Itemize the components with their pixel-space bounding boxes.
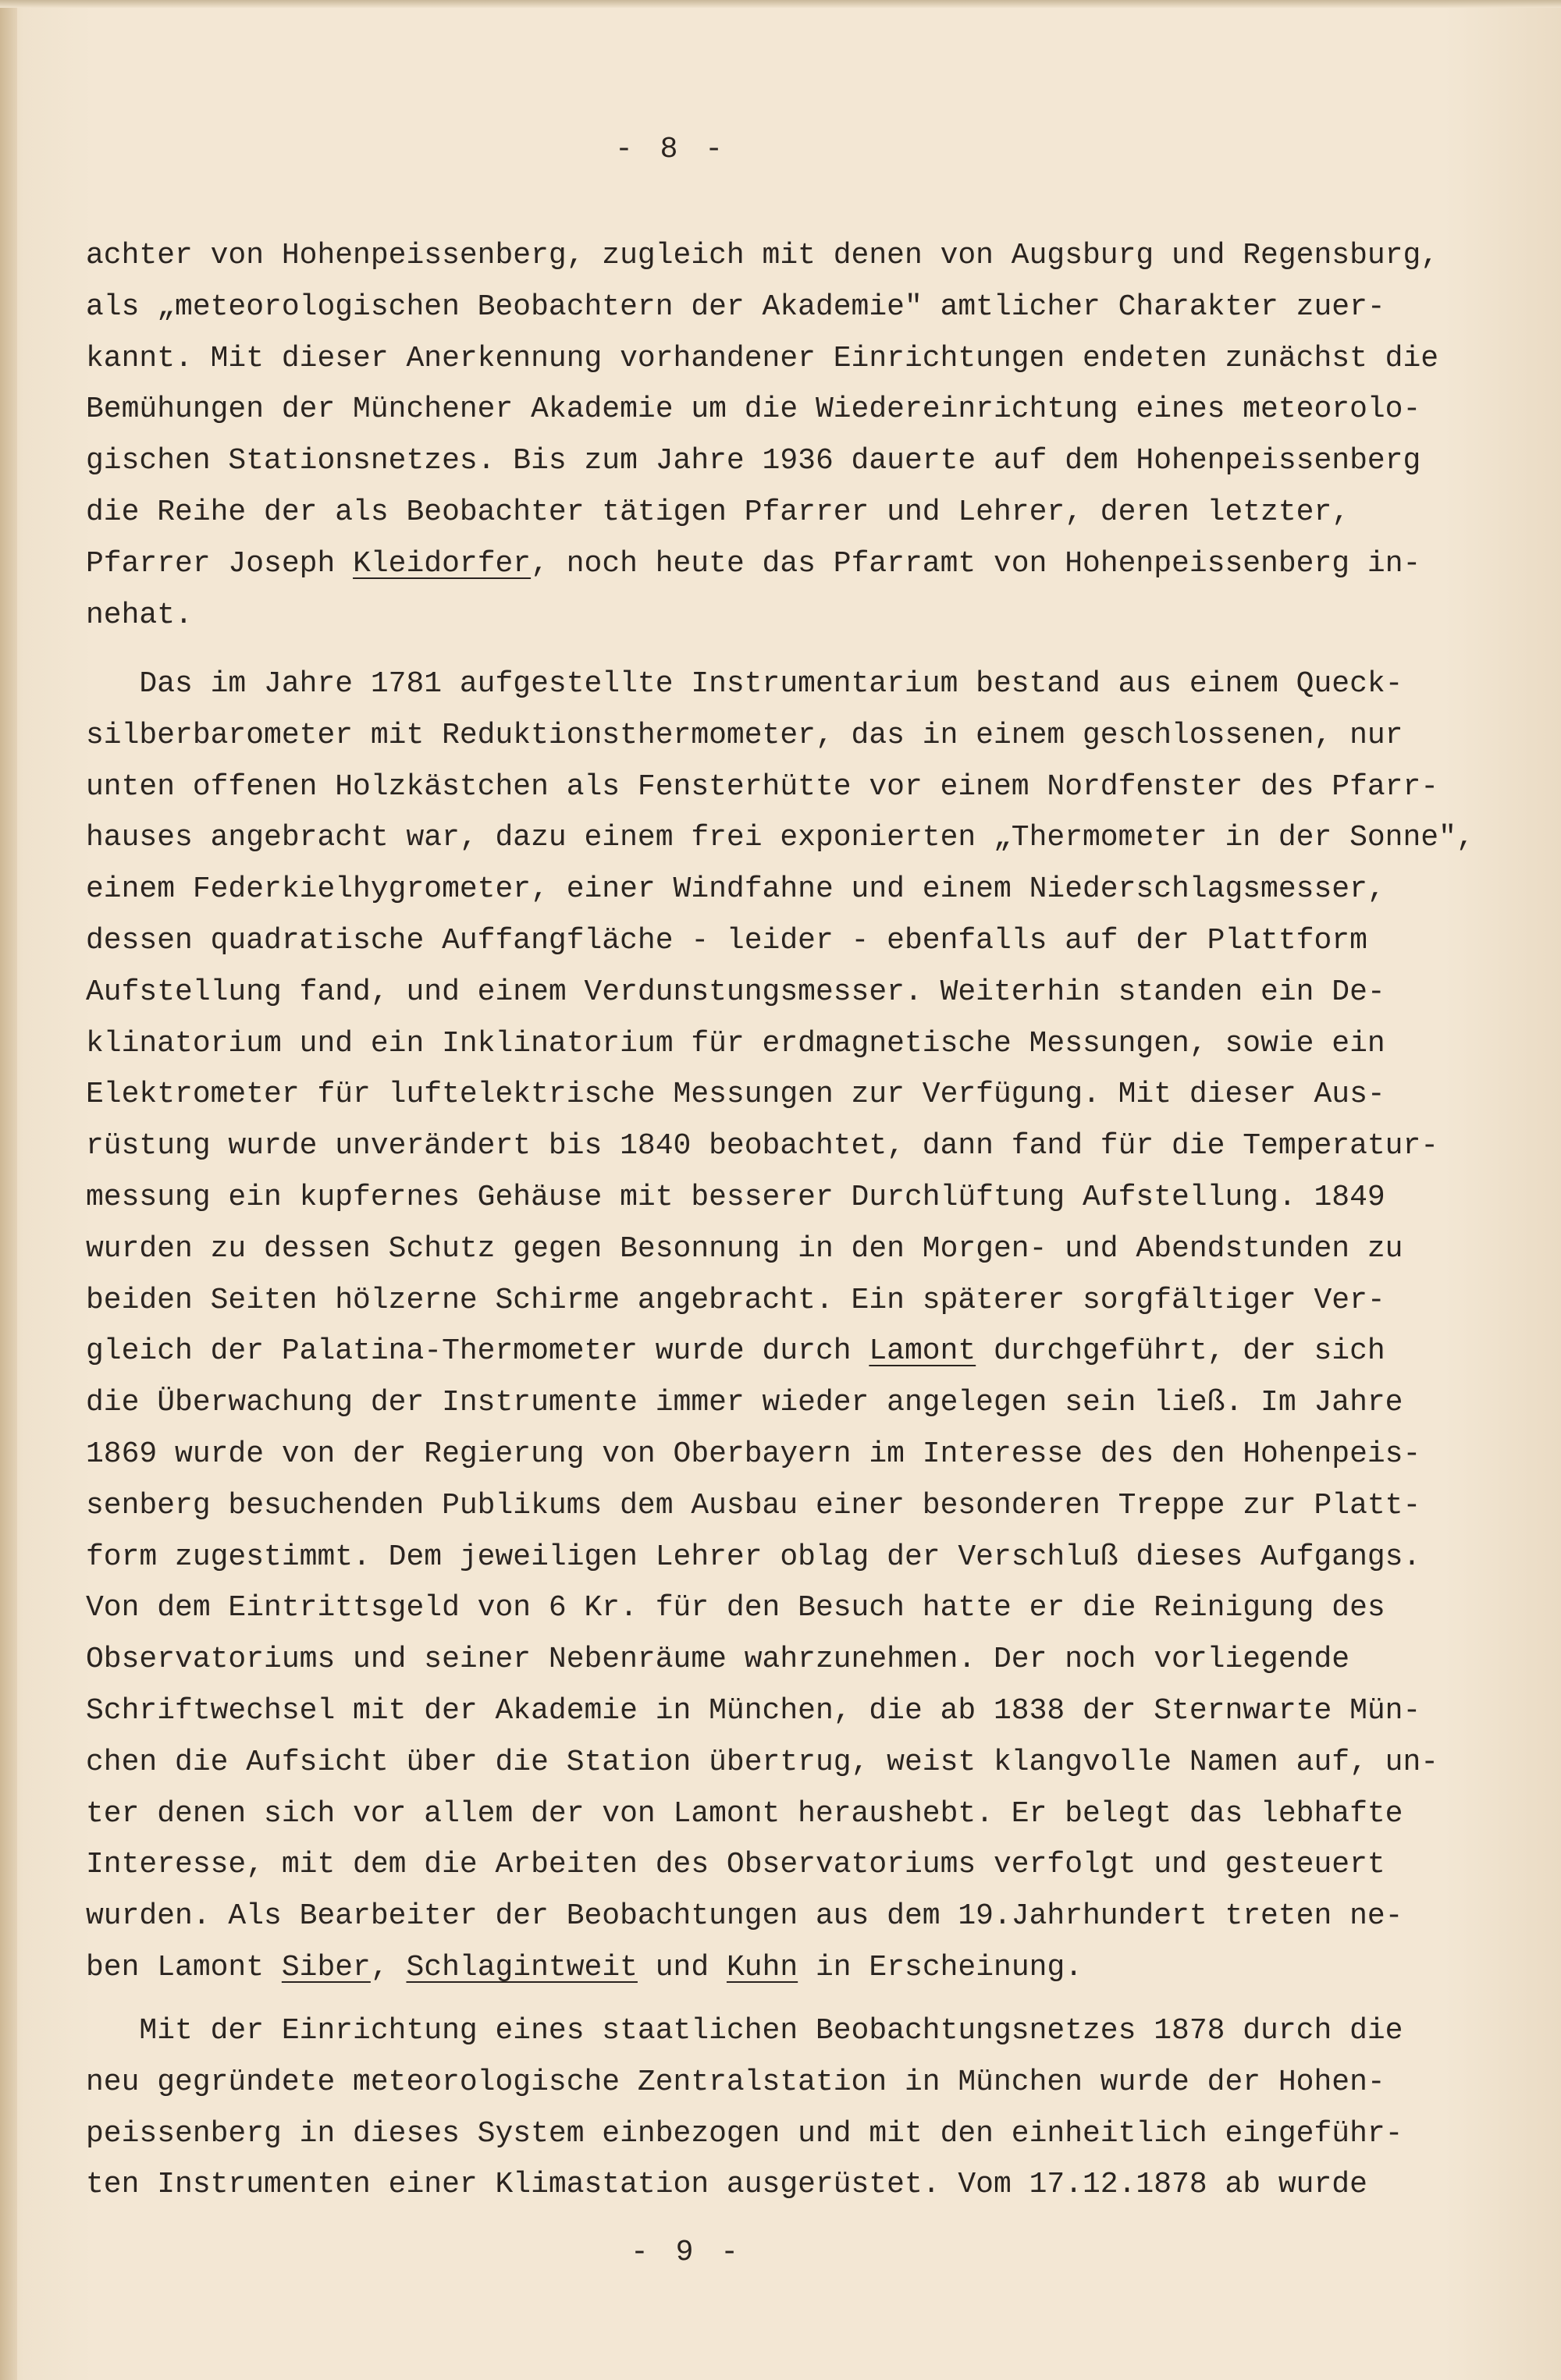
text-line: ten Instrumenten einer Klimastation ausgerüstet. Vom 17.12.1878 ab wurde	[86, 2168, 1367, 2202]
text-line: silberbarometer mit Reduktionsthermometer, das in einem geschlossenen, nur	[86, 718, 1403, 752]
text-line: gischen Stationsnetzes. Bis zum Jahre 1936 dauerte auf dem Hohenpeissenberg	[86, 444, 1421, 478]
page-edge	[0, 0, 17, 2380]
underlined-name: Lamont	[869, 1334, 976, 1369]
text-line: die Reihe der als Beobachter tätigen Pfarrer und Lehrer, deren letzter,	[86, 495, 1350, 529]
text-line: wurden zu dessen Schutz gegen Besonnung in den Morgen- und Abendstunden zu	[86, 1231, 1403, 1266]
text-line: Bemühungen der Münchener Akademie um die Wiedereinrichtung eines meteorolo-	[86, 393, 1421, 427]
text-line: dessen quadratische Auffangfläche - leider - ebenfalls auf der Plattform	[86, 923, 1367, 957]
text-line: einem Federkielhygrometer, einer Windfahne und einem Niederschlagsmesser,	[86, 872, 1385, 907]
text-segment: , noch heute das Pfarramt von Hohenpeissenberg in-	[531, 546, 1421, 581]
page-number-top: - 8 -	[614, 133, 728, 166]
text-line: wurden. Als Bearbeiter der Beobachtungen aus dem 19.Jahrhundert treten ne-	[86, 1899, 1403, 1934]
text-line: Mit der Einrichtung eines staatlichen Beobachtungsnetzes 1878 durch die	[86, 2014, 1403, 2048]
text-line: Das im Jahre 1781 aufgestellte Instrumentarium bestand aus einem Queck-	[86, 667, 1403, 701]
text-line: neu gegründete meteorologische Zentralstation in München wurde der Hohen-	[86, 2065, 1385, 2099]
text-line: kannt. Mit dieser Anerkennung vorhandener Einrichtungen endeten zunächst die	[86, 341, 1439, 375]
text-line: Schriftwechsel mit der Akademie in München, die ab 1838 der Sternwarte Mün-	[86, 1693, 1421, 1728]
text-line: chen die Aufsicht über die Station übertrug, weist klangvolle Namen auf, un-	[86, 1745, 1439, 1779]
text-segment: ,	[370, 1950, 407, 1984]
text-line: achter von Hohenpeissenberg, zugleich mit denen von Augsburg und Regensburg,	[86, 239, 1439, 272]
text-line: Aufstellung fand, und einem Verdunstungsmesser. Weiterhin standen ein De-	[86, 975, 1385, 1009]
text-line: unten offenen Holzkästchen als Fensterhütte vor einem Nordfenster des Pfarr-	[86, 769, 1439, 804]
text-line: form zugestimmt. Dem jeweiligen Lehrer oblag der Verschluß dieses Aufgangs.	[86, 1540, 1421, 1574]
underlined-name: Siber	[281, 1950, 371, 1984]
text-line: Von dem Eintrittsgeld von 6 Kr. für den Besuch hatte er die Reinigung des	[86, 1591, 1385, 1625]
text-line: peissenberg in dieses System einbezogen und mit den einheitlich eingeführ-	[86, 2116, 1403, 2151]
paragraph-3	[86, 2005, 1475, 2211]
text-segment: Pfarrer Joseph	[86, 546, 354, 581]
text-line: rüstung wurde unverändert bis 1840 beobachtet, dann fand für die Temperatur-	[86, 1129, 1439, 1163]
text-line: Interesse, mit dem die Arbeiten des Observatoriums verfolgt und gesteuert	[86, 1848, 1385, 1882]
text-segment: gleich der Palatina-Thermometer wurde durch	[86, 1334, 869, 1369]
page-number-bottom: - 9 -	[630, 2236, 744, 2269]
text-line: beiden Seiten hölzerne Schirme angebracht. Ein späterer sorgfältiger Ver-	[86, 1283, 1385, 1317]
text-line: Observatoriums und seiner Nebenräume wahrzunehmen. Der noch vorliegende	[86, 1643, 1350, 1677]
text-segment: in Erscheinung.	[798, 1950, 1083, 1984]
paragraph-2	[86, 659, 1475, 1994]
text-line: senberg besuchenden Publikums dem Ausbau einer besonderen Treppe zur Platt-	[86, 1488, 1421, 1522]
underlined-name: Kleidorfer	[353, 546, 532, 581]
text-line	[86, 1942, 1475, 1994]
text-line: klinatorium und ein Inklinatorium für erdmagnetische Messungen, sowie ein	[86, 1026, 1385, 1060]
text-line: hauses angebracht war, dazu einem frei exponierten „Thermometer in der Sonne",	[86, 821, 1474, 855]
text-segment: und	[637, 1950, 727, 1984]
text-line	[86, 538, 1475, 590]
text-line: als „meteorologischen Beobachtern der Akademie" amtlicher Charakter zuer-	[86, 290, 1385, 324]
text-segment: durchgeführt, der sich	[976, 1334, 1385, 1369]
paragraph-1	[86, 230, 1475, 641]
text-line	[86, 1326, 1475, 1377]
text-line: messung ein kupfernes Gehäuse mit besserer Durchlüftung Aufstellung. 1849	[86, 1180, 1385, 1214]
text-segment: ben Lamont	[86, 1950, 282, 1984]
text-line: Elektrometer für luftelektrische Messungen zur Verfügung. Mit dieser Aus-	[86, 1078, 1385, 1112]
underlined-name: Schlagintweit	[406, 1950, 638, 1984]
page-top-edge	[0, 0, 1561, 8]
text-line: die Überwachung der Instrumente immer wieder angelegen sein ließ. Im Jahre	[86, 1386, 1403, 1420]
text-line: 1869 wurde von der Regierung von Oberbayern im Interesse des den Hohenpeis-	[86, 1437, 1421, 1471]
underlined-name: Kuhn	[726, 1950, 798, 1984]
text-line: nehat.	[86, 598, 193, 632]
text-line: ter denen sich vor allem der von Lamont heraushebt. Er belegt das lebhafte	[86, 1796, 1403, 1831]
